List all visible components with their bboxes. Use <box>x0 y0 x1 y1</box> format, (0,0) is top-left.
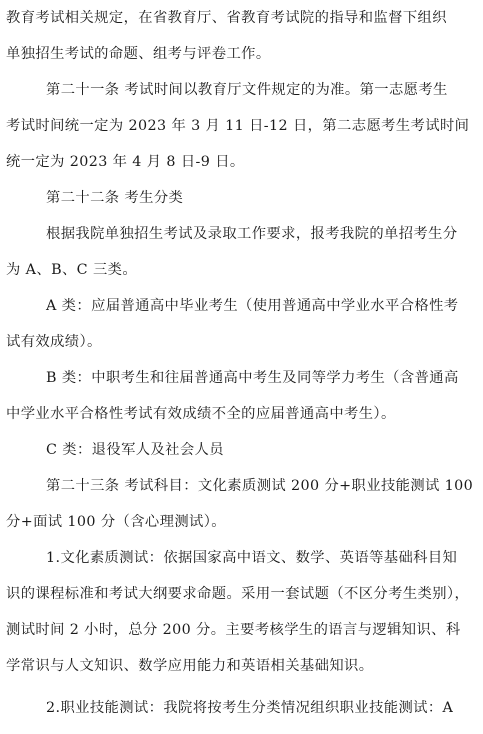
text-line: 分+面试 100 分（含心理测试）。 <box>6 514 226 530</box>
text-line: C 类：退役军人及社会人员 <box>46 442 224 458</box>
text-line: 单独招生考试的命题、组考与评卷工作。 <box>6 46 271 62</box>
text-line: 教育考试相关规定，在省教育厅、省教育考试院的指导和监督下组织 <box>6 10 447 26</box>
text-line: 中学业水平合格性考试有效成绩不全的应届普通高中考生）。 <box>6 406 396 422</box>
section-heading: 第二十二条 考生分类 <box>46 190 184 206</box>
text-line: 第二十一条 考试时间以教育厅文件规定的为准。第一志愿考生 <box>46 82 448 98</box>
text-line: B 类：中职考生和往届普通高中考生及同等学力考生（含普通高 <box>46 370 459 386</box>
text-line: 2.职业技能测试：我院将按考生分类情况组织职业技能测试：A <box>46 700 454 716</box>
text-line: 第二十三条 考试科目：文化素质测试 200 分+职业技能测试 100 <box>46 478 474 494</box>
text-line: 学常识与人文知识、数学应用能力和英语相关基础知识。 <box>6 658 374 674</box>
text-line: 测试时间 2 小时，总分 200 分。主要考核学生的语言与逻辑知识、科 <box>6 622 461 638</box>
text-line: A 类：应届普通高中毕业考生（使用普通高中学业水平合格性考 <box>46 298 459 314</box>
text-line: 考试时间统一定为 2023 年 3 月 11 日-12 日，第二志愿考生考试时间 <box>6 118 470 134</box>
text-line: 1.文化素质测试：依据国家高中语文、数学、英语等基础科目知 <box>46 550 458 566</box>
text-line: 统一定为 2023 年 4 月 8 日-9 日。 <box>6 154 245 170</box>
text-line: 识的课程标准和考试大纲要求命题。采用一套试题（不区分考生类别）， <box>6 586 470 602</box>
text-line: 根据我院单独招生考试及录取工作要求，报考我院的单招考生分 <box>46 226 458 242</box>
text-line: 试有效成绩）。 <box>6 334 102 350</box>
text-line: 为 A、B、C 三类。 <box>6 262 138 278</box>
